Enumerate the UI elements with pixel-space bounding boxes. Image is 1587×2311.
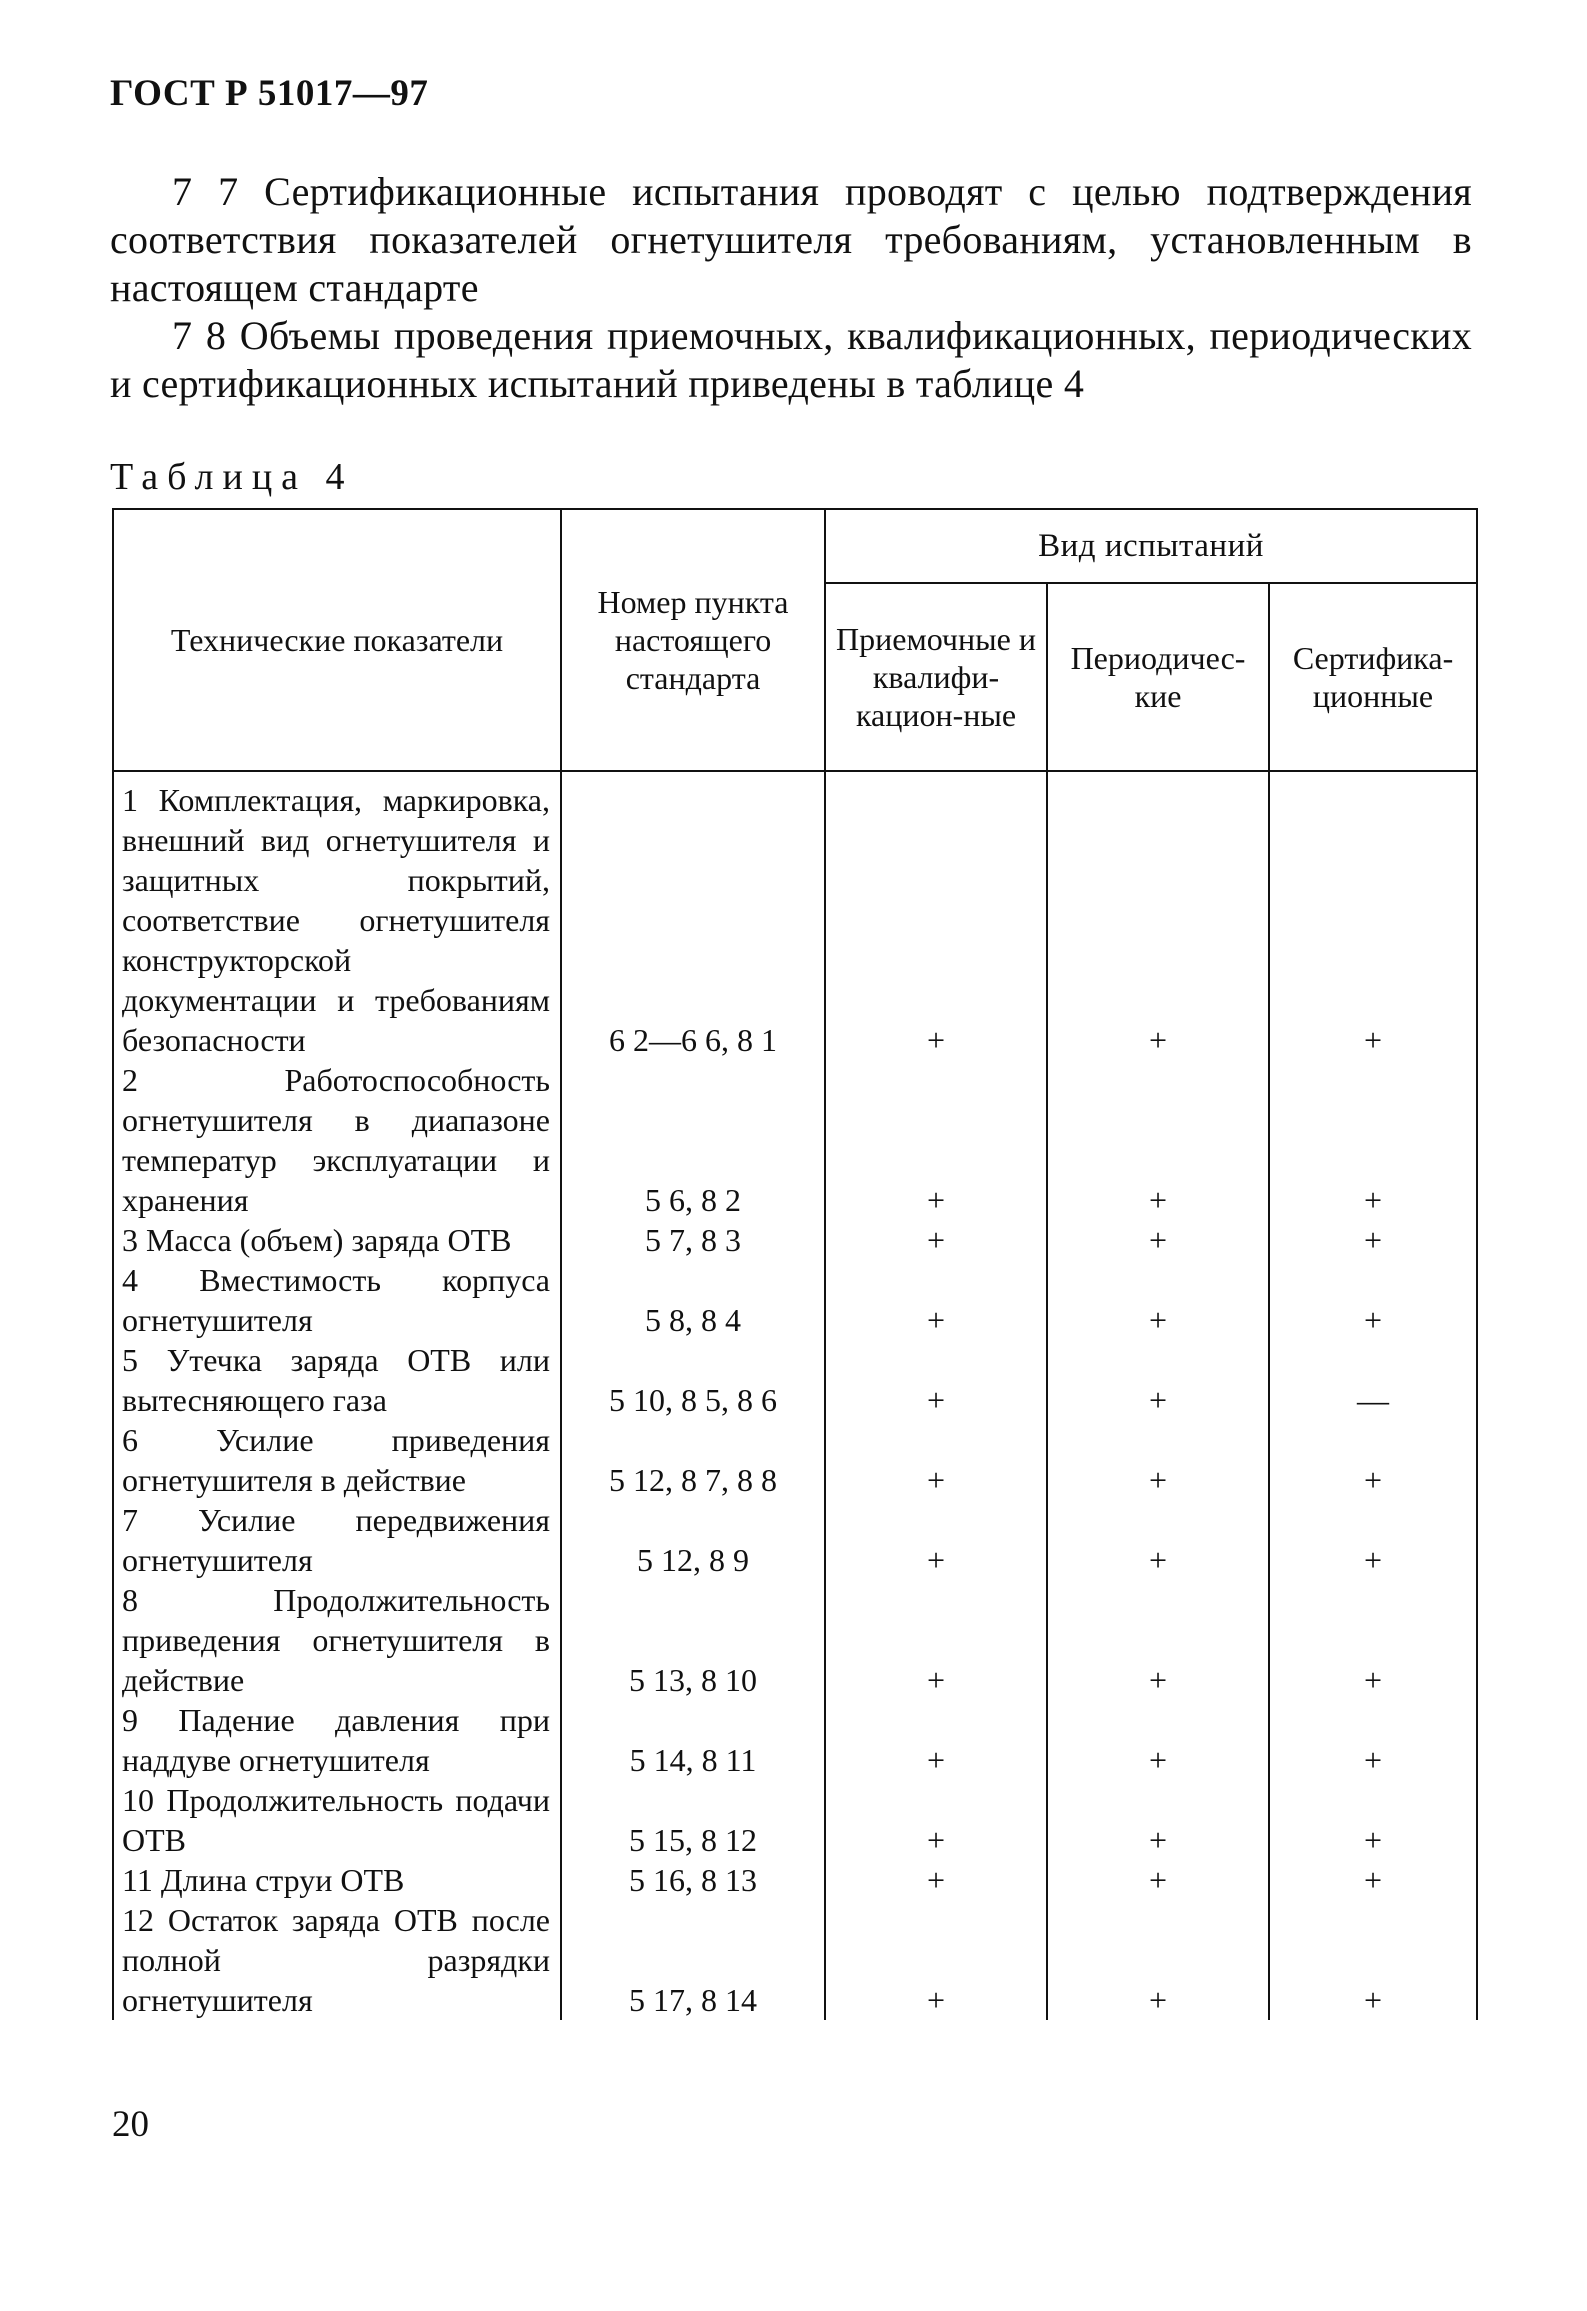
indicator-cell: 9 Падение давления при наддуве огнетушителя (113, 1700, 561, 1780)
table-row (113, 1900, 1477, 2020)
periodic-cell: + (1047, 1500, 1269, 1580)
periodic-cell: + (1047, 1260, 1269, 1340)
acceptance-cell: + (825, 771, 1047, 1060)
clause-cell: 5 15, 8 12 (561, 1780, 825, 1860)
document-code: ГОСТ Р 51017—97 (110, 73, 429, 114)
header-acceptance: Приемочные и квалифи-кацион-ные (825, 583, 1047, 771)
header-clause: Номер пункта настоящего стандарта (561, 509, 825, 771)
indicator-cell: 7 Усилие передвижения огнетушителя (113, 1500, 561, 1580)
table-row (113, 1260, 1477, 1340)
clause-cell: 5 13, 8 10 (561, 1580, 825, 1700)
certification-cell: + (1269, 1500, 1477, 1580)
acceptance-cell: + (825, 1340, 1047, 1420)
certification-cell: + (1269, 1900, 1477, 2020)
certification-cell: + (1269, 1060, 1477, 1220)
clause-cell: 5 12, 8 7, 8 8 (561, 1420, 825, 1500)
certification-cell: + (1269, 1700, 1477, 1780)
certification-cell: + (1269, 1780, 1477, 1860)
indicator-cell: 11 Длина струи ОТВ (113, 1860, 561, 1900)
acceptance-cell: + (825, 1860, 1047, 1900)
header-indicators: Технические показатели (113, 509, 561, 771)
header-test-types: Вид испытаний (825, 509, 1477, 583)
table-row (113, 1500, 1477, 1580)
tests-table (112, 508, 1478, 2020)
clause-cell: 5 12, 8 9 (561, 1500, 825, 1580)
certification-cell: + (1269, 1420, 1477, 1500)
periodic-cell: + (1047, 1340, 1269, 1420)
periodic-cell: + (1047, 771, 1269, 1060)
clause-cell: 5 16, 8 13 (561, 1860, 825, 1900)
acceptance-cell: + (825, 1060, 1047, 1220)
clause-cell: 5 14, 8 11 (561, 1700, 825, 1780)
periodic-cell: + (1047, 1860, 1269, 1900)
acceptance-cell: + (825, 1500, 1047, 1580)
clause-cell: 5 17, 8 14 (561, 1900, 825, 2020)
clause-cell: 5 7, 8 3 (561, 1220, 825, 1260)
periodic-cell: + (1047, 1220, 1269, 1260)
table-row (113, 771, 1477, 1060)
indicator-cell: 10 Продолжительность подачи ОТВ (113, 1780, 561, 1860)
acceptance-cell: + (825, 1580, 1047, 1700)
acceptance-cell: + (825, 1900, 1047, 2020)
periodic-cell: + (1047, 1420, 1269, 1500)
paragraph-7-7: 7 7 Сертификационные испытания проводят с целью подтверждения соответствия показателей огнетушителя требованиям, установленным в настоящем стандарте (110, 169, 1472, 310)
table-row (113, 1420, 1477, 1500)
certification-cell: + (1269, 1220, 1477, 1260)
table-row (113, 1700, 1477, 1780)
header-certification: Сертифика-ционные (1269, 583, 1477, 771)
certification-cell: + (1269, 771, 1477, 1060)
page-number: 20 (112, 2104, 149, 2145)
table-body (113, 771, 1477, 2020)
acceptance-cell: + (825, 1420, 1047, 1500)
table-row (113, 1780, 1477, 1860)
indicator-cell: 5 Утечка заряда ОТВ или вытесняющего газа (113, 1340, 561, 1420)
certification-cell: + (1269, 1860, 1477, 1900)
certification-cell: + (1269, 1580, 1477, 1700)
table-caption: Таблица 4 (110, 456, 354, 498)
acceptance-cell: + (825, 1780, 1047, 1860)
table-row (113, 1860, 1477, 1900)
clause-cell: 5 6, 8 2 (561, 1060, 825, 1220)
periodic-cell: + (1047, 1700, 1269, 1780)
indicator-cell: 2 Работоспособность огнетушителя в диапазоне температур эксплуатации и хранения (113, 1060, 561, 1220)
certification-cell: + (1269, 1260, 1477, 1340)
indicator-cell: 8 Продолжительность приведения огнетушителя в действие (113, 1580, 561, 1700)
periodic-cell: + (1047, 1060, 1269, 1220)
indicator-cell: 3 Масса (объем) заряда ОТВ (113, 1220, 561, 1260)
paragraph-7-8: 7 8 Объемы проведения приемочных, квалификационных, периодических и сертификационных испытаний приведены в таблице 4 (110, 313, 1472, 406)
indicator-cell: 6 Усилие приведения огнетушителя в действие (113, 1420, 561, 1500)
acceptance-cell: + (825, 1700, 1047, 1780)
clause-cell: 5 8, 8 4 (561, 1260, 825, 1340)
certification-cell: — (1269, 1340, 1477, 1420)
table-row (113, 1220, 1477, 1260)
periodic-cell: + (1047, 1900, 1269, 2020)
acceptance-cell: + (825, 1220, 1047, 1260)
acceptance-cell: + (825, 1260, 1047, 1340)
indicator-cell: 1 Комплектация, маркировка, внешний вид огнетушителя и защитных покрытий, соответствие огнетушителя конструкторской документации и требованиям безопасности (113, 771, 561, 1060)
periodic-cell: + (1047, 1780, 1269, 1860)
clause-cell: 6 2—6 6, 8 1 (561, 771, 825, 1060)
clause-cell: 5 10, 8 5, 8 6 (561, 1340, 825, 1420)
table-row (113, 1580, 1477, 1700)
table-row (113, 1340, 1477, 1420)
header-periodic: Периодичес-кие (1047, 583, 1269, 771)
periodic-cell: + (1047, 1580, 1269, 1700)
table-row (113, 1060, 1477, 1220)
indicator-cell: 4 Вместимость корпуса огнетушителя (113, 1260, 561, 1340)
indicator-cell: 12 Остаток заряда ОТВ после полной разрядки огнетушителя (113, 1900, 561, 2020)
